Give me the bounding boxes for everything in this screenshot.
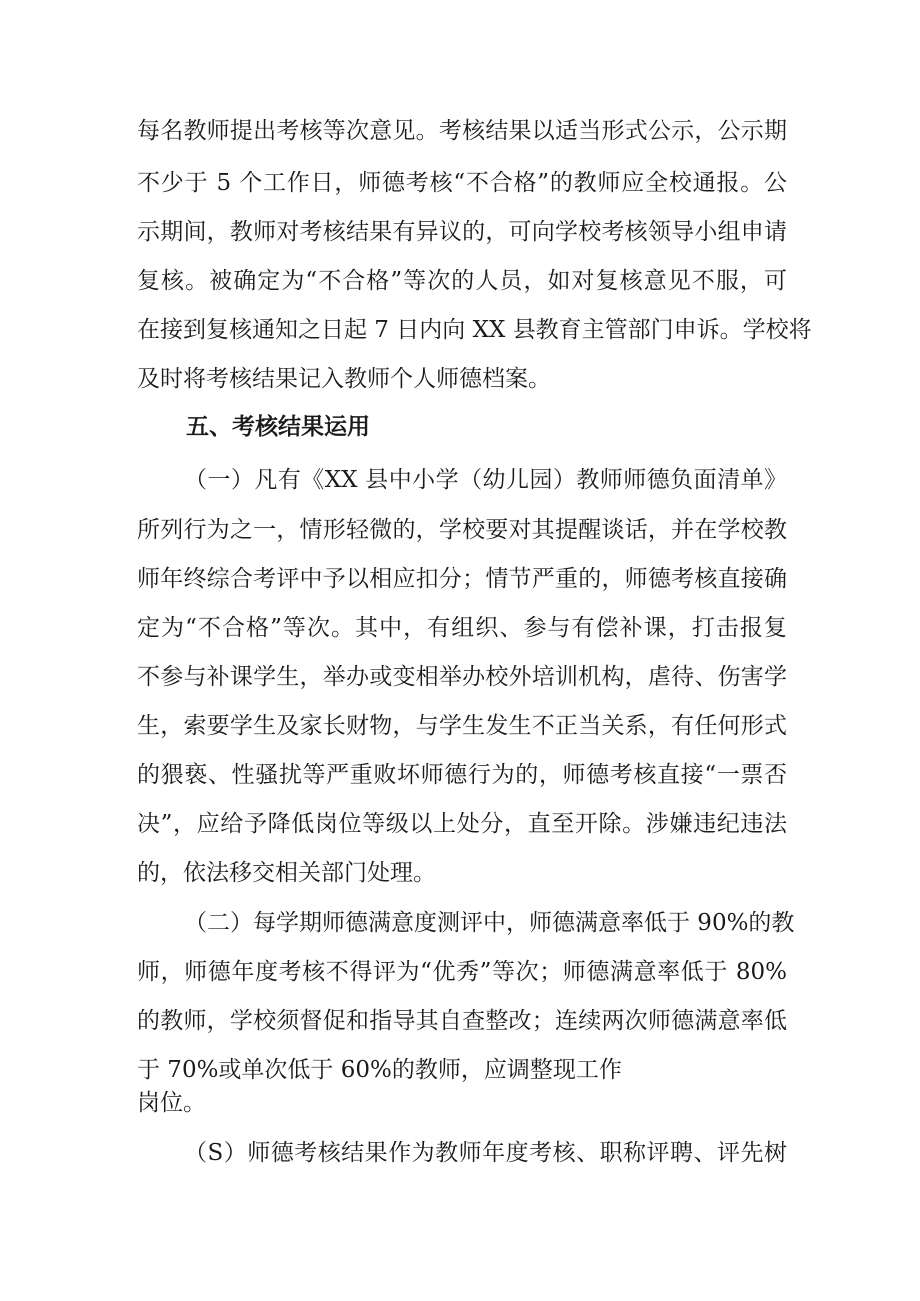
text-line: 定为“不合格”等次。其中，有组织、参与有偿补课，打击报复 (137, 615, 787, 641)
text-line: 不少于 5 个工作日，师德考核“不合格”的教师应全校通报。公 (137, 170, 787, 196)
text-line: 师，师德年度考核不得评为“优秀”等次；师德满意率低于 80% (137, 959, 787, 985)
text-line: （S）师德考核结果作为教师年度考核、职称评聘、评先树 (184, 1140, 787, 1166)
text-line: 于 70%或单次低于 60%的教师，应调整现工作 (137, 1057, 622, 1083)
text-line: （一）凡有《XX 县中小学（幼儿园）教师师德负面清单》 (184, 467, 787, 493)
text-line: 及时将考核结果记入教师个人师德档案。 (137, 366, 551, 392)
text-line: 复核。被确定为“不合格”等次的人员，如对复核意见不服，可 (137, 268, 787, 294)
text-line: 每名教师提出考核等次意见。考核结果以适当形式公示，公示期 (137, 118, 787, 144)
text-line: 不参与补课学生，举办或变相举办校外培训机构，虐待、伤害学 (137, 664, 787, 690)
text-line: 生，索要学生及家长财物，与学生发生不正当关系，有任何形式 (137, 713, 787, 739)
text-line: 所列行为之一，情形轻微的，学校要对其提醒谈话，并在学校教 (137, 517, 787, 543)
text-line: 师年终综合考评中予以相应扣分；情节严重的，师德考核直接确 (137, 566, 787, 592)
text-line: 的教师，学校须督促和指导其自查整改；连续两次师德满意率低 (137, 1008, 787, 1034)
text-line: 的猥亵、性骚扰等严重败坏师德行为的，师德考核直接“一票否 (137, 762, 787, 788)
text-line: （二）每学期师德满意度测评中，师德满意率低于 90%的教 (184, 910, 795, 936)
section-heading: 五、考核结果运用 (186, 414, 370, 440)
text-line: 在接到复核通知之日起 7 日内向 XX 县教育主管部门申诉。学校将 (137, 317, 812, 343)
text-line: 决”，应给予降低岗位等级以上处分，直至开除。涉嫌违纪违法 (137, 811, 787, 837)
text-line: 的，依法移交相关部门处理。 (137, 860, 436, 886)
text-line: 示期间，教师对考核结果有异议的，可向学校考核领导小组申请 (137, 219, 787, 245)
text-line: 岗位。 (137, 1090, 206, 1116)
